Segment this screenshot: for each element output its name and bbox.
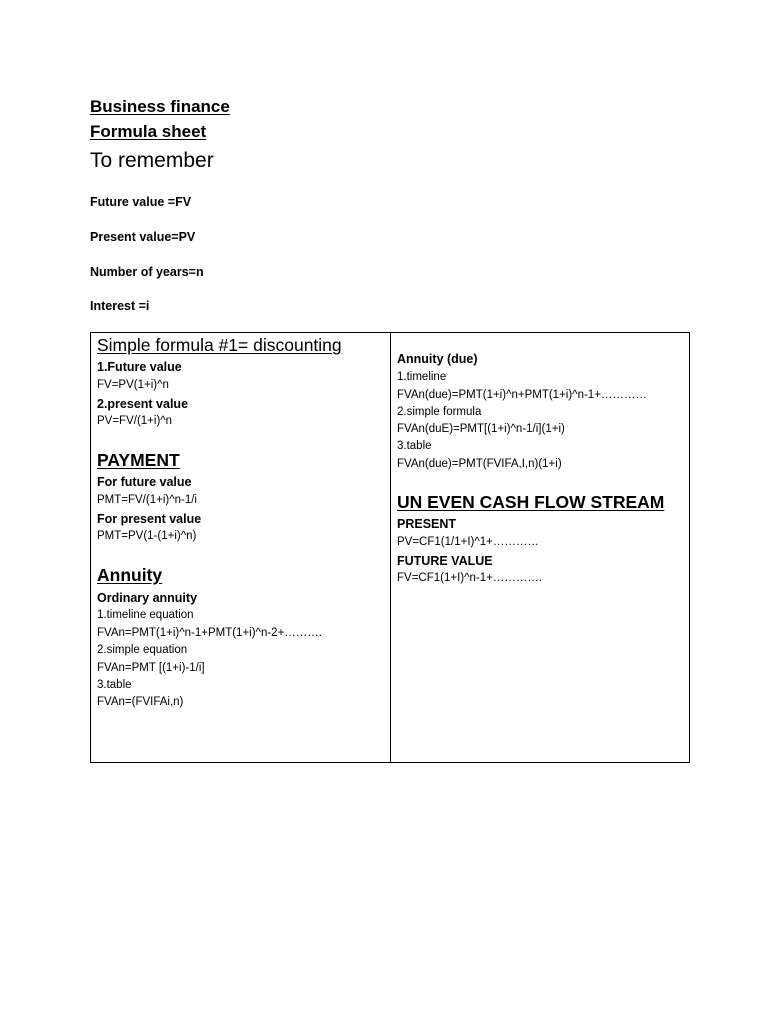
heading-annuity: Annuity: [97, 565, 163, 585]
label-timeline: 1.timeline: [397, 371, 447, 383]
label-present-value: 2.present value: [97, 397, 189, 411]
column-divider: [390, 332, 391, 763]
label-table-due: 3.table: [397, 440, 432, 452]
formula-fv-cashflow: FV=CF1(1+I)^n-1+………….: [397, 572, 543, 584]
formula-pv: PV=FV/(1+i)^n: [97, 415, 173, 427]
heading-uneven-cash-flow: UN EVEN CASH FLOW STREAM: [397, 492, 665, 512]
label-annuity-due: Annuity (due): [397, 352, 478, 366]
label-simple-equation: 2.simple equation: [97, 644, 188, 656]
definition-interest: Interest =i: [90, 299, 150, 313]
formula-fvan-due-simple: FVAn(duE)=PMT[(1+i)^n-1/i](1+i): [397, 423, 565, 435]
definition-number-of-years: Number of years=n: [90, 265, 204, 279]
title-line-1: Business finance: [90, 97, 230, 116]
formula-fvan-timeline: FVAn=PMT(1+i)^n-1+PMT(1+i)^n-2+……….: [97, 627, 322, 639]
label-future-value: 1.Future value: [97, 360, 182, 374]
formula-fvan-due-table: FVAn(due)=PMT(FVIFA,I,n)(1+i): [397, 458, 562, 470]
formula-fvan-due-timeline: FVAn(due)=PMT(1+i)^n+PMT(1+i)^n-1+…………: [397, 389, 647, 401]
formula-fvan-table: FVAn=(FVIFAi,n): [97, 696, 184, 708]
label-table: 3.table: [97, 679, 132, 691]
label-timeline-equation: 1.timeline equation: [97, 609, 194, 621]
formula-fv: FV=PV(1+i)^n: [97, 379, 169, 391]
subtitle: To remember: [90, 149, 214, 172]
definition-present-value: Present value=PV: [90, 230, 196, 244]
label-ordinary-annuity: Ordinary annuity: [97, 591, 198, 605]
heading-simple-formula: Simple formula #1= discounting: [97, 335, 342, 355]
formula-pmt-fv: PMT=FV/(1+i)^n-1/i: [97, 494, 197, 506]
formula-pmt-pv: PMT=PV(1-(1+i)^n): [97, 530, 197, 542]
title-line-2: Formula sheet: [90, 122, 207, 141]
heading-payment: PAYMENT: [97, 450, 180, 470]
definition-future-value: Future value =FV: [90, 195, 192, 209]
formula-fvan-simple: FVAn=PMT [(1+i)-1/i]: [97, 662, 205, 674]
formula-pv-cashflow: PV=CF1(1/1+I)^1+…………: [397, 536, 539, 548]
label-payment-present-value: For present value: [97, 512, 202, 526]
label-future-value-cashflow: FUTURE VALUE: [397, 554, 493, 568]
label-present: PRESENT: [397, 517, 457, 531]
label-simple-formula: 2.simple formula: [397, 406, 482, 418]
label-payment-future-value: For future value: [97, 475, 192, 489]
